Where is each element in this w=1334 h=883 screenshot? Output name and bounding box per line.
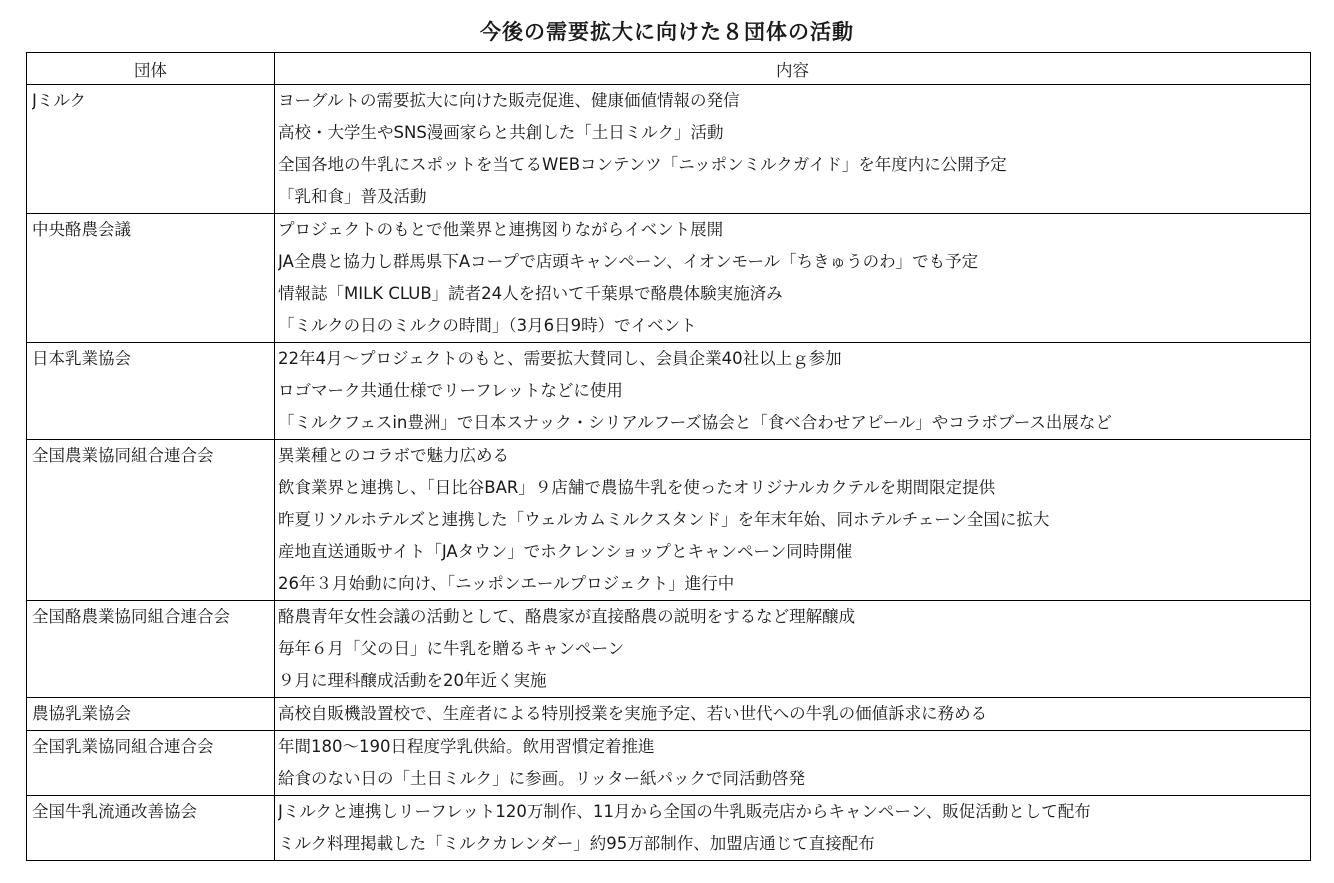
organization-cell xyxy=(27,214,275,343)
content-cell xyxy=(275,85,1311,214)
table-row xyxy=(27,343,1311,440)
organization-name: 全国農業協同組合連合会 xyxy=(32,446,214,465)
page-title: 今後の需要拡大に向けた８団体の活動 xyxy=(480,20,854,44)
content-cell xyxy=(275,796,1311,861)
activity-item: 年間180～190日程度学乳供給。飲用習慣定着推進 xyxy=(278,737,655,756)
activity-item: 26年３月始動に向け、「ニッポンエールプロジェクト」進行中 xyxy=(278,574,735,593)
activity-item: 酪農青年女性会議の活動として、酪農家が直接酪農の説明をするなど理解醸成 xyxy=(278,607,856,626)
content-cell xyxy=(275,698,1311,731)
activity-item: 高校・大学生やSNS漫画家らと共創した「土日ミルク」活動 xyxy=(278,123,724,142)
activity-item: Jミルクと連携しリーフレット120万制作、11月から全国の牛乳販売店からキャンペーン、販促活動として配布 xyxy=(278,802,1091,821)
table-row xyxy=(27,214,1311,343)
organization-name: Jミルク xyxy=(32,91,87,110)
organization-cell xyxy=(27,601,275,698)
activity-item: 高校自販機設置校で、生産者による特別授業を実施予定、若い世代への牛乳の価値訴求に務める xyxy=(278,704,988,723)
table-row xyxy=(27,698,1311,731)
activity-item: 異業種とのコラボで魅力広める xyxy=(278,446,509,465)
table-row xyxy=(27,440,1311,601)
activity-item: 「ミルクの日のミルクの時間」（3月6日9時）でイベント xyxy=(278,316,697,335)
organization-cell xyxy=(27,698,275,731)
activity-item: 飲食業界と連携し、「日比谷BAR」９店舗で農協牛乳を使ったオリジナルカクテルを期間限定提供 xyxy=(278,478,996,497)
activity-item: ９月に理科醸成活動を20年近く実施 xyxy=(278,671,547,690)
organization-cell xyxy=(27,343,275,440)
activity-item: 「ミルクフェスin豊洲」で日本スナック・シリアルフーズ協会と「食べ合わせアピール」やコラボブース出展など xyxy=(278,413,1112,432)
organization-name: 全国酪農業協同組合連合会 xyxy=(32,607,230,626)
activity-item: 給食のない日の「土日ミルク」に参画。リッター紙パックで同活動啓発 xyxy=(278,769,806,788)
activity-item: 22年4月～プロジェクトのもと、需要拡大賛同し、会員企業40社以上ｇ参加 xyxy=(278,349,842,368)
header-content: 内容 xyxy=(275,53,1311,85)
activity-item: 毎年６月「父の日」に牛乳を贈るキャンペーン xyxy=(278,639,625,658)
activities-table xyxy=(26,52,1311,861)
table-body xyxy=(27,85,1311,861)
activity-item: ヨーグルトの需要拡大に向けた販売促進、健康価値情報の発信 xyxy=(278,91,740,110)
organization-name: 日本乳業協会 xyxy=(32,349,131,368)
organization-cell xyxy=(27,731,275,796)
content-cell xyxy=(275,601,1311,698)
activity-item: 情報誌「MILK CLUB」読者24人を招いて千葉県で酪農体験実施済み xyxy=(278,284,783,303)
activity-item: 産地直送通販サイト「JAタウン」でホクレンショップとキャンペーン同時開催 xyxy=(278,542,853,561)
content-cell xyxy=(275,343,1311,440)
activity-item: ロゴマーク共通仕様でリーフレットなどに使用 xyxy=(278,381,623,400)
content-cell xyxy=(275,214,1311,343)
content-cell xyxy=(275,731,1311,796)
table-row xyxy=(27,796,1311,861)
organization-name: 全国乳業協同組合連合会 xyxy=(32,737,214,756)
activity-item: ミルク料理掲載した「ミルクカレンダー」約95万部制作、加盟店通じて直接配布 xyxy=(278,834,875,853)
activity-item: 昨夏リソルホテルズと連携した「ウェルカムミルクスタンド」を年末年始、同ホテルチェーン全国に拡大 xyxy=(278,510,1050,529)
organization-name: 全国牛乳流通改善協会 xyxy=(32,802,197,821)
table-row xyxy=(27,731,1311,796)
activity-item: 全国各地の牛乳にスポットを当てるWEBコンテンツ「ニッポンミルクガイド」を年度内に公開予定 xyxy=(278,155,1007,174)
activity-item: プロジェクトのもとで他業界と連携図りながらイベント展開 xyxy=(278,220,724,239)
activity-item: JA全農と協力し群馬県下Aコープで店頭キャンペーン、イオンモール「ちきゅうのわ」でも予定 xyxy=(278,252,979,271)
organization-name: 農協乳業協会 xyxy=(32,704,131,723)
content-cell xyxy=(275,440,1311,601)
table-row xyxy=(27,85,1311,214)
organization-cell xyxy=(27,85,275,214)
table-row xyxy=(27,601,1311,698)
header-organization: 団体 xyxy=(27,53,275,85)
activity-item: 「乳和食」普及活動 xyxy=(278,187,427,206)
table-header-row xyxy=(27,53,1311,85)
organization-cell xyxy=(27,440,275,601)
organization-cell xyxy=(27,796,275,861)
organization-name: 中央酪農会議 xyxy=(32,220,131,239)
